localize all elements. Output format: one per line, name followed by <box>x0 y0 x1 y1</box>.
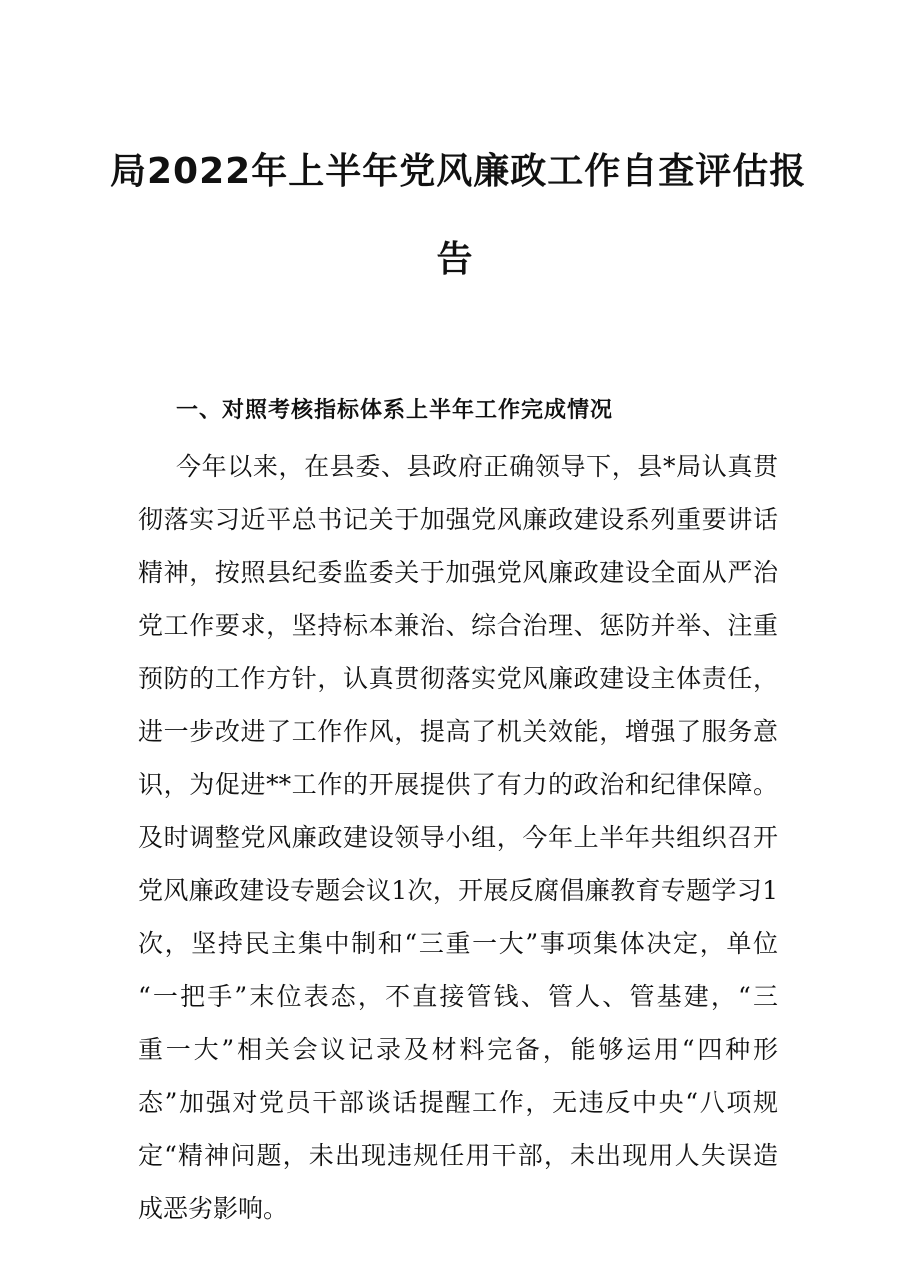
paragraph-line: 定“精神问题，未出现违规任用干部，未出现用人失误造 <box>138 1141 778 1170</box>
paragraph-line: 今年以来，在县委、县政府正确领导下，县*局认真贯 <box>176 452 778 481</box>
paragraph-line: “一把手”末位表态，不直接管钱、管人、管基建，“三 <box>138 982 778 1011</box>
paragraph-line: 精神，按照县纪委监委关于加强党风廉政建设全面从严治 <box>138 558 778 587</box>
paragraph-line: 态”加强对党员干部谈话提醒工作，无违反中央“八项规 <box>138 1088 778 1117</box>
paragraph-line: 成恶劣影响。 <box>138 1194 289 1223</box>
paragraph-line: 识，为促进**工作的开展提供了有力的政治和纪律保障。 <box>138 770 778 799</box>
document-title-line-2: 告 <box>436 239 474 280</box>
paragraph-line: 及时调整党风廉政建设领导小组，今年上半年共组织召开 <box>138 823 778 852</box>
paragraph-line: 进一步改进了工作作风，提高了机关效能，增强了服务意 <box>138 717 778 746</box>
document-title-line-1: 局2022年上半年党风廉政工作自查评估报 <box>110 151 807 192</box>
paragraph-line: 党工作要求，坚持标本兼治、综合治理、惩防并举、注重 <box>138 611 778 640</box>
paragraph-line: 彻落实习近平总书记关于加强党风廉政建设系列重要讲话 <box>138 505 778 534</box>
paragraph-line: 党风廉政建设专题会议1次，开展反腐倡廉教育专题学习1 <box>138 876 778 905</box>
paragraph-line: 预防的工作方针，认真贯彻落实党风廉政建设主体责任， <box>138 664 778 693</box>
paragraph-line: 次，坚持民主集中制和“三重一大”事项集体决定，单位 <box>138 929 778 958</box>
section-heading: 一、对照考核指标体系上半年工作完成情况 <box>176 398 614 423</box>
body-paragraph <box>138 440 778 1235</box>
paragraph-line: 重一大”相关会议记录及材料完备，能够运用“四种形 <box>138 1035 778 1064</box>
